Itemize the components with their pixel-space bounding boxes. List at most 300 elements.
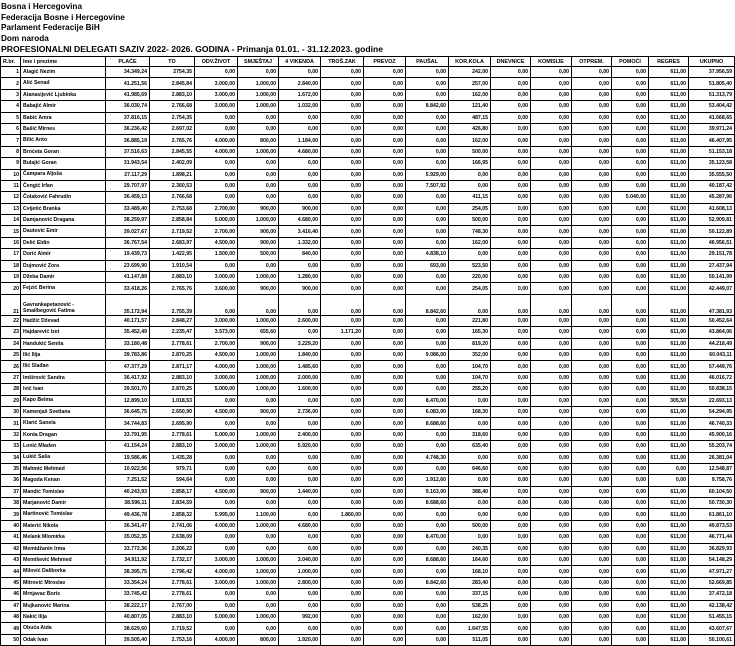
cell-car-use: 411,15	[449, 192, 491, 203]
cell-separate-living: 4.000,00	[195, 634, 238, 645]
cell-to: 2.858,32	[150, 509, 195, 520]
cell-severance: 0,00	[572, 192, 612, 203]
cell-lump-sum: 8.842,60	[406, 294, 449, 315]
cell-car-use: 500,00	[449, 520, 491, 531]
cell-transport: 0,00	[364, 384, 406, 395]
table-row	[1, 180, 735, 191]
cell-lump-sum: 8.688,60	[406, 418, 449, 429]
cell-aid: 0,00	[612, 600, 649, 611]
cell-row-number: 50	[1, 634, 21, 645]
cell-row-number: 29	[1, 395, 21, 406]
cell-accommodation: 0,00	[238, 395, 279, 406]
cell-commissions: 0,00	[531, 475, 572, 486]
cell-holiday-allowance: 611,00	[649, 486, 689, 497]
cell-weekends: 2.800,00	[279, 577, 321, 588]
cell-transport: 0,00	[364, 463, 406, 474]
cell-lump-sum: 0,00	[406, 361, 449, 372]
table-row	[1, 237, 735, 248]
cell-total: 42.449,07	[689, 283, 735, 294]
cell-per-diem: 0,00	[491, 294, 531, 315]
cell-severance: 0,00	[572, 418, 612, 429]
cell-accommodation: 900,00	[238, 406, 279, 417]
cell-weekends: 1.032,00	[279, 101, 321, 112]
cell-severance: 0,00	[572, 509, 612, 520]
cell-severance: 0,00	[572, 112, 612, 123]
cell-to: 2.870,25	[150, 384, 195, 395]
cell-commissions: 0,00	[531, 384, 572, 395]
cell-total: 47.971,27	[689, 566, 735, 577]
cell-separate-living: 0,00	[195, 463, 238, 474]
cell-row-number: 9	[1, 158, 21, 169]
table-row	[1, 169, 735, 180]
cell-separate-living: 0,00	[195, 532, 238, 543]
cell-separate-living: 3.000,00	[195, 441, 238, 452]
cell-holiday-allowance: 611,00	[649, 226, 689, 237]
cell-lump-sum: 0,00	[406, 158, 449, 169]
cell-lump-sum: 0,00	[406, 226, 449, 237]
cell-aid: 0,00	[612, 315, 649, 326]
cell-severance: 0,00	[572, 338, 612, 349]
cell-car-use: 0,00	[449, 452, 491, 463]
cell-to: 594,64	[150, 475, 195, 486]
cell-total: 52.909,81	[689, 215, 735, 226]
income-table	[0, 56, 735, 646]
cell-salary: 10.922,56	[106, 463, 150, 474]
cell-holiday-allowance: 611,00	[649, 623, 689, 634]
cell-commissions: 0,00	[531, 260, 572, 271]
cell-aid: 0,00	[612, 520, 649, 531]
cell-name: Bulajić Goran	[21, 158, 106, 169]
cell-to: 2.767,00	[150, 600, 195, 611]
cell-aid: 0,00	[612, 498, 649, 509]
cell-transport: 0,00	[364, 338, 406, 349]
cell-holiday-allowance: 611,00	[649, 101, 689, 112]
cell-per-diem: 0,00	[491, 226, 531, 237]
cell-per-diem: 0,00	[491, 566, 531, 577]
cell-aid: 0,00	[612, 418, 649, 429]
cell-weekends: 0,00	[279, 67, 321, 78]
cell-car-use: 487,15	[449, 112, 491, 123]
cell-lump-sum: 0,00	[406, 338, 449, 349]
cell-name: Memišević Mehmed	[21, 555, 106, 566]
cell-accommodation: 1.000,00	[238, 78, 279, 89]
cell-aid: 0,00	[612, 406, 649, 417]
cell-salary: 41.251,56	[106, 78, 150, 89]
cell-weekends: 0,00	[279, 192, 321, 203]
cell-separate-living: 0,00	[195, 589, 238, 600]
cell-lump-sum: 0,00	[406, 67, 449, 78]
cell-total: 43.864,06	[689, 327, 735, 338]
cell-travel-costs: 0,00	[321, 634, 364, 645]
cell-transport: 0,00	[364, 452, 406, 463]
cell-car-use: 388,40	[449, 486, 491, 497]
cell-holiday-allowance: 611,00	[649, 441, 689, 452]
cell-salary: 34.744,83	[106, 418, 150, 429]
cell-total: 47.381,93	[689, 294, 735, 315]
cell-total: 60.043,11	[689, 349, 735, 360]
cell-name: Damjanović Dragana	[21, 215, 106, 226]
column-header-name: Ime i prezime	[21, 57, 106, 67]
cell-to: 2.883,10	[150, 89, 195, 100]
cell-severance: 0,00	[572, 272, 612, 283]
cell-lump-sum: 0,00	[406, 283, 449, 294]
cell-total: 46.771,44	[689, 532, 735, 543]
cell-aid: 0,00	[612, 146, 649, 157]
cell-separate-living: 0,00	[195, 623, 238, 634]
cell-salary: 39.505,40	[106, 634, 150, 645]
cell-weekends: 0,00	[279, 463, 321, 474]
cell-holiday-allowance: 611,00	[649, 611, 689, 622]
cell-holiday-allowance: 611,00	[649, 600, 689, 611]
cell-per-diem: 0,00	[491, 315, 531, 326]
cell-holiday-allowance: 611,00	[649, 215, 689, 226]
table-row	[1, 406, 735, 417]
cell-severance: 0,00	[572, 384, 612, 395]
cell-to: 2.360,53	[150, 180, 195, 191]
cell-name: Bilić Anto	[21, 135, 106, 146]
cell-commissions: 0,00	[531, 486, 572, 497]
cell-transport: 0,00	[364, 372, 406, 383]
table-row	[1, 101, 735, 112]
cell-separate-living: 3.000,00	[195, 101, 238, 112]
cell-name: Čampara Aljoša	[21, 169, 106, 180]
cell-severance: 0,00	[572, 406, 612, 417]
cell-holiday-allowance: 611,00	[649, 566, 689, 577]
table-row	[1, 361, 735, 372]
cell-separate-living: 3.000,00	[195, 372, 238, 383]
cell-lump-sum: 0,00	[406, 123, 449, 134]
cell-holiday-allowance: 611,00	[649, 577, 689, 588]
cell-aid: 0,00	[612, 566, 649, 577]
cell-transport: 0,00	[364, 272, 406, 283]
cell-row-number: 13	[1, 203, 21, 214]
cell-separate-living: 4.000,00	[195, 146, 238, 157]
cell-to: 2.883,10	[150, 372, 195, 383]
cell-accommodation: 900,00	[238, 203, 279, 214]
cell-holiday-allowance: 611,00	[649, 249, 689, 260]
cell-row-number: 1	[1, 67, 21, 78]
cell-per-diem: 0,00	[491, 260, 531, 271]
cell-to: 1.422,95	[150, 249, 195, 260]
cell-travel-costs: 0,00	[321, 283, 364, 294]
cell-commissions: 0,00	[531, 509, 572, 520]
cell-commissions: 0,00	[531, 543, 572, 554]
cell-holiday-allowance: 611,00	[649, 135, 689, 146]
cell-lump-sum: 7.507,92	[406, 180, 449, 191]
cell-salary: 40.807,05	[106, 611, 150, 622]
cell-name: Alagić Nezim	[21, 67, 106, 78]
cell-travel-costs: 1.860,00	[321, 509, 364, 520]
cell-per-diem: 0,00	[491, 611, 531, 622]
table-row	[1, 532, 735, 543]
cell-transport: 0,00	[364, 135, 406, 146]
cell-total: 12.548,87	[689, 463, 735, 474]
cell-transport: 0,00	[364, 486, 406, 497]
cell-total: 51.455,15	[689, 611, 735, 622]
cell-commissions: 0,00	[531, 101, 572, 112]
cell-accommodation: 0,00	[238, 498, 279, 509]
cell-salary: 19.439,73	[106, 249, 150, 260]
cell-separate-living: 4.500,00	[195, 486, 238, 497]
cell-total: 37.956,59	[689, 67, 735, 78]
cell-separate-living: 0,00	[195, 418, 238, 429]
cell-separate-living: 3.000,00	[195, 89, 238, 100]
cell-weekends: 0,00	[279, 112, 321, 123]
cell-aid: 0,00	[612, 272, 649, 283]
cell-lump-sum: 0,00	[406, 327, 449, 338]
cell-total: 50.141,99	[689, 272, 735, 283]
column-header-to: TO	[150, 57, 195, 67]
cell-weekends: 900,00	[279, 203, 321, 214]
cell-to: 2.402,09	[150, 158, 195, 169]
cell-holiday-allowance: 0,00	[649, 475, 689, 486]
cell-severance: 0,00	[572, 429, 612, 440]
cell-total: 50.838,15	[689, 384, 735, 395]
cell-severance: 0,00	[572, 463, 612, 474]
cell-total: 46.740,33	[689, 418, 735, 429]
table-row	[1, 486, 735, 497]
cell-row-number: 31	[1, 418, 21, 429]
table-row	[1, 249, 735, 260]
cell-to: 2.732,17	[150, 555, 195, 566]
cell-to: 2.766,68	[150, 101, 195, 112]
cell-commissions: 0,00	[531, 418, 572, 429]
cell-row-number: 30	[1, 406, 21, 417]
cell-salary: 41.154,24	[106, 441, 150, 452]
cell-aid: 0,00	[612, 294, 649, 315]
cell-to: 2.883,10	[150, 272, 195, 283]
cell-aid: 0,00	[612, 78, 649, 89]
cell-holiday-allowance: 611,00	[649, 532, 689, 543]
cell-name: Ilić Slađan	[21, 361, 106, 372]
cell-per-diem: 0,00	[491, 67, 531, 78]
cell-name: Lukić Saša	[21, 452, 106, 463]
cell-accommodation: 1.100,00	[238, 509, 279, 520]
cell-to: 2.719,52	[150, 623, 195, 634]
cell-car-use: 254,05	[449, 203, 491, 214]
cell-lump-sum: 0,00	[406, 203, 449, 214]
column-header-row-number: R.br.	[1, 57, 21, 67]
cell-per-diem: 0,00	[491, 475, 531, 486]
cell-aid: 0,00	[612, 101, 649, 112]
cell-commissions: 0,00	[531, 463, 572, 474]
cell-aid: 0,00	[612, 237, 649, 248]
cell-lump-sum: 0,00	[406, 634, 449, 645]
cell-aid: 0,00	[612, 349, 649, 360]
cell-transport: 0,00	[364, 475, 406, 486]
cell-lump-sum: 0,00	[406, 78, 449, 89]
cell-row-number: 49	[1, 623, 21, 634]
cell-to: 2.235,47	[150, 327, 195, 338]
cell-accommodation: 0,00	[238, 192, 279, 203]
cell-severance: 0,00	[572, 520, 612, 531]
cell-severance: 0,00	[572, 67, 612, 78]
cell-car-use: 523,50	[449, 260, 491, 271]
cell-commissions: 0,00	[531, 249, 572, 260]
cell-transport: 0,00	[364, 429, 406, 440]
cell-total: 54.294,95	[689, 406, 735, 417]
cell-aid: 0,00	[612, 372, 649, 383]
cell-accommodation: 0,00	[238, 452, 279, 463]
cell-accommodation: 800,00	[238, 634, 279, 645]
cell-row-number: 22	[1, 315, 21, 326]
cell-separate-living: 2.700,00	[195, 203, 238, 214]
cell-to: 1.910,54	[150, 260, 195, 271]
cell-lump-sum: 0,00	[406, 372, 449, 383]
cell-severance: 0,00	[572, 486, 612, 497]
cell-per-diem: 0,00	[491, 441, 531, 452]
cell-separate-living: 4.500,00	[195, 237, 238, 248]
cell-to: 2.206,22	[150, 543, 195, 554]
cell-transport: 0,00	[364, 158, 406, 169]
cell-name: Babić Amra	[21, 112, 106, 123]
cell-name: Atanasijević Ljubinka	[21, 89, 106, 100]
cell-weekends: 1.184,00	[279, 135, 321, 146]
cell-commissions: 0,00	[531, 372, 572, 383]
cell-commissions: 0,00	[531, 577, 572, 588]
cell-holiday-allowance: 611,00	[649, 89, 689, 100]
cell-row-number: 12	[1, 192, 21, 203]
cell-holiday-allowance: 611,00	[649, 192, 689, 203]
cell-transport: 0,00	[364, 555, 406, 566]
cell-per-diem: 0,00	[491, 203, 531, 214]
cell-separate-living: 0,00	[195, 67, 238, 78]
cell-transport: 0,00	[364, 577, 406, 588]
table-row	[1, 192, 735, 203]
cell-name: Dautović Emir	[21, 226, 106, 237]
cell-row-number: 11	[1, 180, 21, 191]
cell-holiday-allowance: 611,00	[649, 361, 689, 372]
cell-commissions: 0,00	[531, 589, 572, 600]
cell-aid: 0,00	[612, 384, 649, 395]
cell-aid: 0,00	[612, 361, 649, 372]
cell-accommodation: 900,00	[238, 283, 279, 294]
cell-total: 35.555,50	[689, 169, 735, 180]
cell-car-use: 0,00	[449, 169, 491, 180]
cell-holiday-allowance: 611,00	[649, 452, 689, 463]
cell-total: 46.016,72	[689, 372, 735, 383]
cell-aid: 0,00	[612, 452, 649, 463]
cell-severance: 0,00	[572, 611, 612, 622]
cell-aid: 0,00	[612, 486, 649, 497]
cell-commissions: 0,00	[531, 123, 572, 134]
column-header-salary: PLAĆE	[106, 57, 150, 67]
cell-accommodation: 0,00	[238, 600, 279, 611]
cell-separate-living: 0,00	[195, 260, 238, 271]
cell-separate-living: 3.000,00	[195, 315, 238, 326]
cell-name: Melank Mlomirka	[21, 532, 106, 543]
cell-salary: 38.222,17	[106, 600, 150, 611]
cell-holiday-allowance: 611,00	[649, 294, 689, 315]
cell-salary: 35.172,94	[106, 294, 150, 315]
cell-holiday-allowance: 611,00	[649, 180, 689, 191]
cell-name: Obuća Aida	[21, 623, 106, 634]
cell-row-number: 8	[1, 146, 21, 157]
cell-aid: 0,00	[612, 441, 649, 452]
cell-car-use: 162,00	[449, 89, 491, 100]
cell-salary: 33.489,40	[106, 203, 150, 214]
table-row	[1, 623, 735, 634]
cell-car-use: 162,00	[449, 135, 491, 146]
cell-accommodation: 0,00	[238, 475, 279, 486]
table-row	[1, 463, 735, 474]
cell-accommodation: 0,00	[238, 418, 279, 429]
cell-holiday-allowance: 611,00	[649, 67, 689, 78]
cell-row-number: 23	[1, 327, 21, 338]
table-header-row	[1, 57, 735, 67]
column-header-travel-costs: TROŠ.ZAK	[321, 57, 364, 67]
cell-commissions: 0,00	[531, 315, 572, 326]
cell-car-use: 254,05	[449, 283, 491, 294]
cell-weekends: 0,00	[279, 623, 321, 634]
cell-commissions: 0,00	[531, 67, 572, 78]
cell-aid: 0,00	[612, 226, 649, 237]
cell-accommodation: 1.000,00	[238, 429, 279, 440]
cell-to: 979,71	[150, 463, 195, 474]
cell-transport: 0,00	[364, 623, 406, 634]
cell-per-diem: 0,00	[491, 135, 531, 146]
cell-holiday-allowance: 305,50	[649, 395, 689, 406]
cell-name: Mahmić Mehmed	[21, 463, 106, 474]
cell-weekends: 4.680,00	[279, 146, 321, 157]
cell-weekends: 3.040,00	[279, 555, 321, 566]
cell-transport: 0,00	[364, 67, 406, 78]
cell-accommodation: 0,00	[238, 589, 279, 600]
cell-severance: 0,00	[572, 315, 612, 326]
cell-total: 41.668,65	[689, 112, 735, 123]
cell-car-use: 538,25	[449, 600, 491, 611]
cell-aid: 0,00	[612, 543, 649, 554]
cell-transport: 0,00	[364, 509, 406, 520]
cell-aid: 0,00	[612, 532, 649, 543]
cell-holiday-allowance: 611,00	[649, 112, 689, 123]
cell-lump-sum: 0,00	[406, 623, 449, 634]
cell-car-use: 337,15	[449, 589, 491, 600]
cell-salary: 36.341,47	[106, 520, 150, 531]
cell-travel-costs: 0,00	[321, 520, 364, 531]
cell-row-number: 33	[1, 441, 21, 452]
cell-salary: 37.516,63	[106, 146, 150, 157]
cell-to: 1.898,21	[150, 169, 195, 180]
cell-to: 2.796,42	[150, 566, 195, 577]
cell-accommodation: 1.000,00	[238, 89, 279, 100]
cell-per-diem: 0,00	[491, 89, 531, 100]
cell-total: 50.730,30	[689, 498, 735, 509]
cell-holiday-allowance: 611,00	[649, 158, 689, 169]
cell-aid: 0,00	[612, 395, 649, 406]
cell-accommodation: 500,00	[238, 249, 279, 260]
cell-row-number: 39	[1, 509, 21, 520]
cell-aid: 0,00	[612, 203, 649, 214]
cell-total: 50.452,64	[689, 315, 735, 326]
cell-car-use: 220,00	[449, 272, 491, 283]
cell-lump-sum: 0,00	[406, 589, 449, 600]
cell-holiday-allowance: 611,00	[649, 406, 689, 417]
column-header-lump-sum: PAUŠAL	[406, 57, 449, 67]
cell-car-use: 635,40	[449, 441, 491, 452]
cell-severance: 0,00	[572, 135, 612, 146]
cell-row-number: 18	[1, 260, 21, 271]
cell-holiday-allowance: 611,00	[649, 327, 689, 338]
cell-salary: 33.418,26	[106, 283, 150, 294]
cell-per-diem: 0,00	[491, 406, 531, 417]
cell-to: 2.858,17	[150, 486, 195, 497]
cell-accommodation: 0,00	[238, 463, 279, 474]
table-row	[1, 395, 735, 406]
cell-commissions: 0,00	[531, 429, 572, 440]
header-line-house: Dom naroda	[1, 33, 49, 43]
table-row	[1, 566, 735, 577]
